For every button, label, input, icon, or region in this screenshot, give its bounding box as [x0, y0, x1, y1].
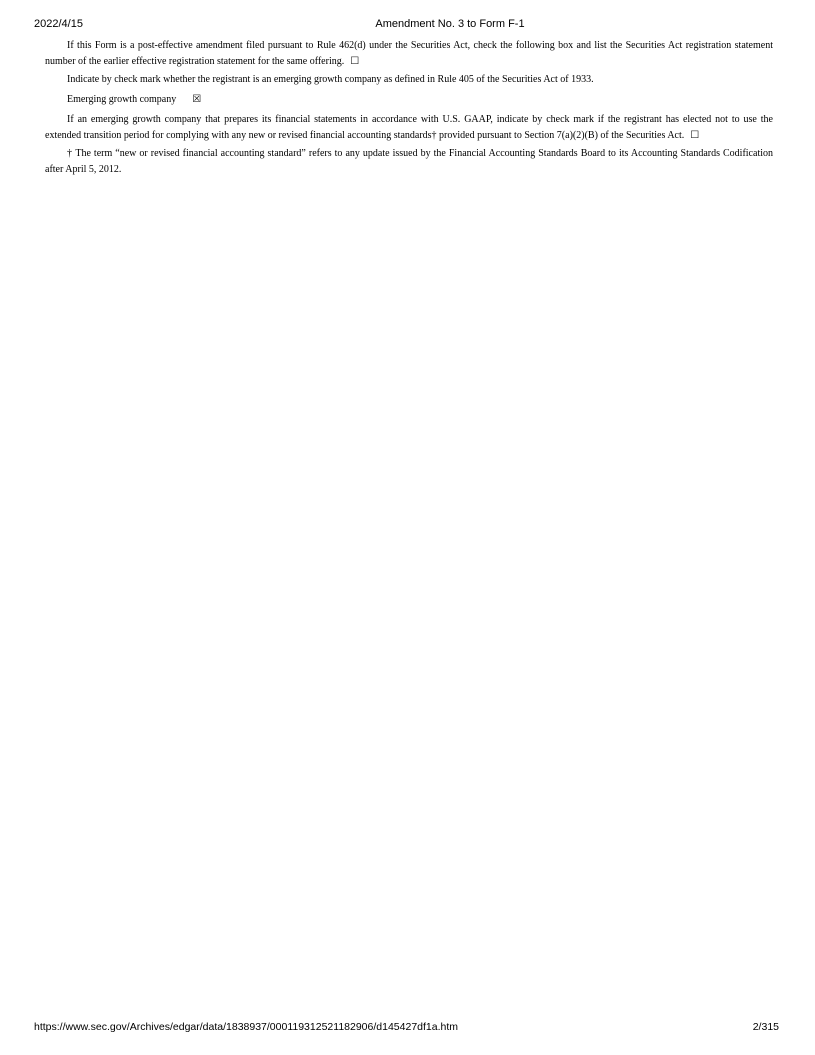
emerging-growth-indicate-paragraph: Indicate by check mark whether the registrant is an emerging growth company as defined in Rule 405 of the Securities Act of 1933. [67, 74, 594, 85]
emerging-growth-company-line [45, 92, 773, 108]
emerging-growth-company-label: Emerging growth company [67, 94, 177, 105]
rule-462d-paragraph [45, 38, 773, 70]
source-url: https://www.sec.gov/Archives/edgar/data/1838937/000119312521182906/d145427df1a.htm [34, 1021, 459, 1033]
print-date: 2022/4/15 [34, 18, 83, 30]
emerging-growth-company-checkbox: ☒ [192, 94, 202, 105]
gaap-transition-text: If an emerging growth company that prepares its financial statements in accordance with U.S. GAAP, indicate by check mark if the registrant has elected not to use the extended transition period for complying with any new or revised financial accounting standards† provided pursuant to Section 7(a)(2)(B) of the Securities Act. [45, 114, 773, 141]
page-number: 2/315 [752, 1021, 779, 1033]
accounting-standard-footnote: † The term “new or revised financial accounting standard” refers to any update issued by the Financial Accounting Standards Board to its Accounting Standards Codification after April 5, 2012. [45, 148, 773, 175]
rule-462d-text: If this Form is a post-effective amendment filed pursuant to Rule 462(d) under the Securities Act, check the following box and list the Securities Act registration statement number of the earlier effective registration statement for the same offering. [45, 40, 773, 67]
document-title: Amendment No. 3 to Form F-1 [375, 18, 525, 30]
document-body [45, 38, 773, 178]
rule-462d-checkbox: ☐ [350, 56, 360, 67]
gaap-transition-paragraph [45, 112, 773, 144]
gaap-transition-checkbox: ☐ [690, 130, 700, 141]
